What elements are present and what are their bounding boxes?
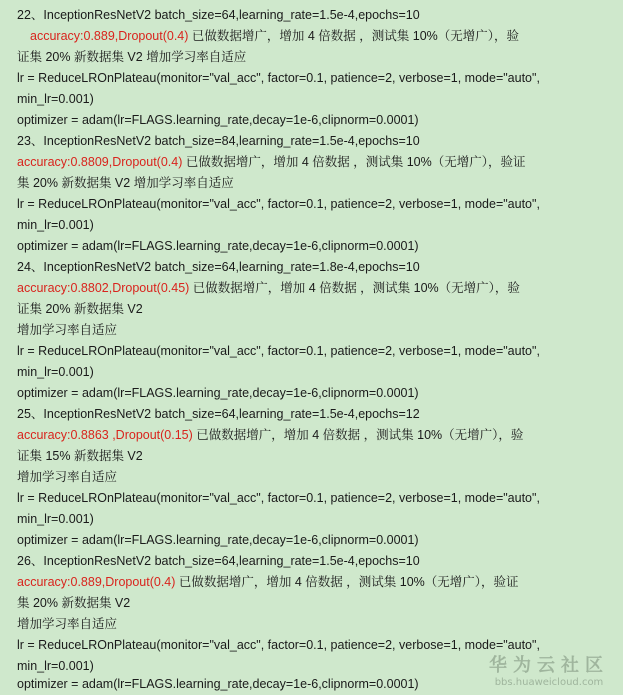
optimizer-line — [17, 530, 419, 550]
lr-scheduler-text: lr = ReduceLROnPlateau(monitor="val_acc", factor=0.1, patience=2, verbose=1, mode="auto", — [17, 197, 540, 211]
entry-header-text: 26、InceptionResNetV2 batch_size=64,learning_rate=1.5e-4,epochs=10 — [17, 554, 420, 568]
entry-description-text: 集 20% 新数据集 V2 增加学习率自适应 — [17, 176, 234, 190]
dropout-value: Dropout(0.4) — [118, 29, 189, 43]
huawei-cloud-watermark — [489, 655, 609, 689]
optimizer-text: optimizer = adam(lr=FLAGS.learning_rate,decay=1e-6,clipnorm=0.0001) — [17, 533, 419, 547]
lr-scheduler-line — [17, 194, 540, 214]
entry-result — [30, 26, 519, 46]
optimizer-line — [17, 383, 419, 403]
entry-description-extra — [17, 320, 117, 340]
dropout-value: Dropout(0.4) — [105, 575, 176, 589]
accuracy-value: accuracy:0.8809, — [17, 155, 113, 169]
optimizer-text: optimizer = adam(lr=FLAGS.learning_rate,decay=1e-6,clipnorm=0.0001) — [17, 677, 419, 691]
entry-description-cont — [17, 593, 130, 613]
min-lr-text: min_lr=0.001) — [17, 512, 94, 526]
entry-result — [17, 152, 525, 172]
entry-description-text: 证集 20% 新数据集 V2 — [17, 302, 143, 316]
entry-header-text: 24、InceptionResNetV2 batch_size=64,learning_rate=1.8e-4,epochs=10 — [17, 260, 420, 274]
accuracy-value: accuracy:0.8863 , — [17, 428, 116, 442]
lr-scheduler-cont — [17, 656, 94, 676]
optimizer-text: optimizer = adam(lr=FLAGS.learning_rate,decay=1e-6,clipnorm=0.0001) — [17, 239, 419, 253]
dropout-value: Dropout(0.4) — [112, 155, 183, 169]
entry-header — [17, 131, 420, 151]
watermark-url: bbs.huaweicloud.com — [494, 677, 604, 688]
accuracy-value: accuracy:0.8802, — [17, 281, 113, 295]
entry-description: 已做数据增广，增加 4 倍数据 ，测试集 10%（无增广），验证 — [175, 575, 519, 589]
watermark-title: 华为云社区 — [489, 655, 609, 676]
min-lr-text: min_lr=0.001) — [17, 365, 94, 379]
entry-description-text: 集 20% 新数据集 V2 — [17, 596, 131, 610]
lr-scheduler-line — [17, 488, 540, 508]
entry-result — [17, 425, 523, 445]
entry-description-cont — [17, 173, 234, 193]
dropout-value: Dropout(0.15) — [115, 428, 193, 442]
optimizer-text: optimizer = adam(lr=FLAGS.learning_rate,decay=1e-6,clipnorm=0.0001) — [17, 113, 419, 127]
entry-description: 已做数据增广，增加 4 倍数据 ，测试集 10%（无增广），验 — [189, 281, 520, 295]
entry-description-text: 证集 20% 新数据集 V2 增加学习率自适应 — [17, 50, 247, 64]
entry-header — [17, 257, 420, 277]
entry-description-cont — [17, 299, 143, 319]
entry-description-cont — [17, 47, 246, 67]
entry-header-text: 23、InceptionResNetV2 batch_size=84,learning_rate=1.5e-4,epochs=10 — [17, 134, 420, 148]
entry-header — [17, 5, 420, 25]
lr-scheduler-text: lr = ReduceLROnPlateau(monitor="val_acc", factor=0.1, patience=2, verbose=1, mode="auto", — [17, 344, 540, 358]
entry-description: 已做数据增广，增加 4 倍数据 ，测试集 10%（无增广），验 — [188, 29, 520, 43]
accuracy-value: accuracy:0.889, — [30, 29, 119, 43]
entry-description-text: 增加学习率自适应 — [17, 617, 118, 631]
entry-description-cont — [17, 446, 143, 466]
lr-scheduler-line — [17, 341, 540, 361]
min-lr-text: min_lr=0.001) — [17, 218, 94, 232]
entry-description-text: 增加学习率自适应 — [17, 470, 118, 484]
entry-description-extra — [17, 467, 117, 487]
lr-scheduler-line — [17, 68, 540, 88]
accuracy-value: accuracy:0.889, — [17, 575, 106, 589]
optimizer-line — [17, 674, 419, 694]
min-lr-text: min_lr=0.001) — [17, 92, 94, 106]
entry-description: 已做数据增广，增加 4 倍数据 ，测试集 10%（无增广），验证 — [182, 155, 526, 169]
entry-result — [17, 572, 519, 592]
lr-scheduler-line — [17, 635, 540, 655]
optimizer-text: optimizer = adam(lr=FLAGS.learning_rate,decay=1e-6,clipnorm=0.0001) — [17, 386, 419, 400]
entry-header — [17, 404, 420, 424]
entry-description-text: 证集 15% 新数据集 V2 — [17, 449, 143, 463]
optimizer-line — [17, 110, 419, 130]
lr-scheduler-cont — [17, 362, 94, 382]
lr-scheduler-cont — [17, 215, 94, 235]
entry-description: 已做数据增广，增加 4 倍数据 ，测试集 10%（无增广），验 — [192, 428, 524, 442]
lr-scheduler-text: lr = ReduceLROnPlateau(monitor="val_acc", factor=0.1, patience=2, verbose=1, mode="auto", — [17, 491, 540, 505]
min-lr-text: min_lr=0.001) — [17, 659, 94, 673]
entry-header — [17, 551, 420, 571]
lr-scheduler-cont — [17, 89, 94, 109]
entry-header-text: 25、InceptionResNetV2 batch_size=64,learning_rate=1.5e-4,epochs=12 — [17, 407, 420, 421]
entry-header-text: 22、InceptionResNetV2 batch_size=64,learning_rate=1.5e-4,epochs=10 — [17, 8, 420, 22]
entry-result — [17, 278, 520, 298]
entry-description-text: 增加学习率自适应 — [17, 323, 118, 337]
dropout-value: Dropout(0.45) — [112, 281, 190, 295]
lr-scheduler-text: lr = ReduceLROnPlateau(monitor="val_acc", factor=0.1, patience=2, verbose=1, mode="auto", — [17, 638, 540, 652]
lr-scheduler-text: lr = ReduceLROnPlateau(monitor="val_acc", factor=0.1, patience=2, verbose=1, mode="auto", — [17, 71, 540, 85]
optimizer-line — [17, 236, 419, 256]
entry-description-extra — [17, 614, 117, 634]
lr-scheduler-cont — [17, 509, 94, 529]
